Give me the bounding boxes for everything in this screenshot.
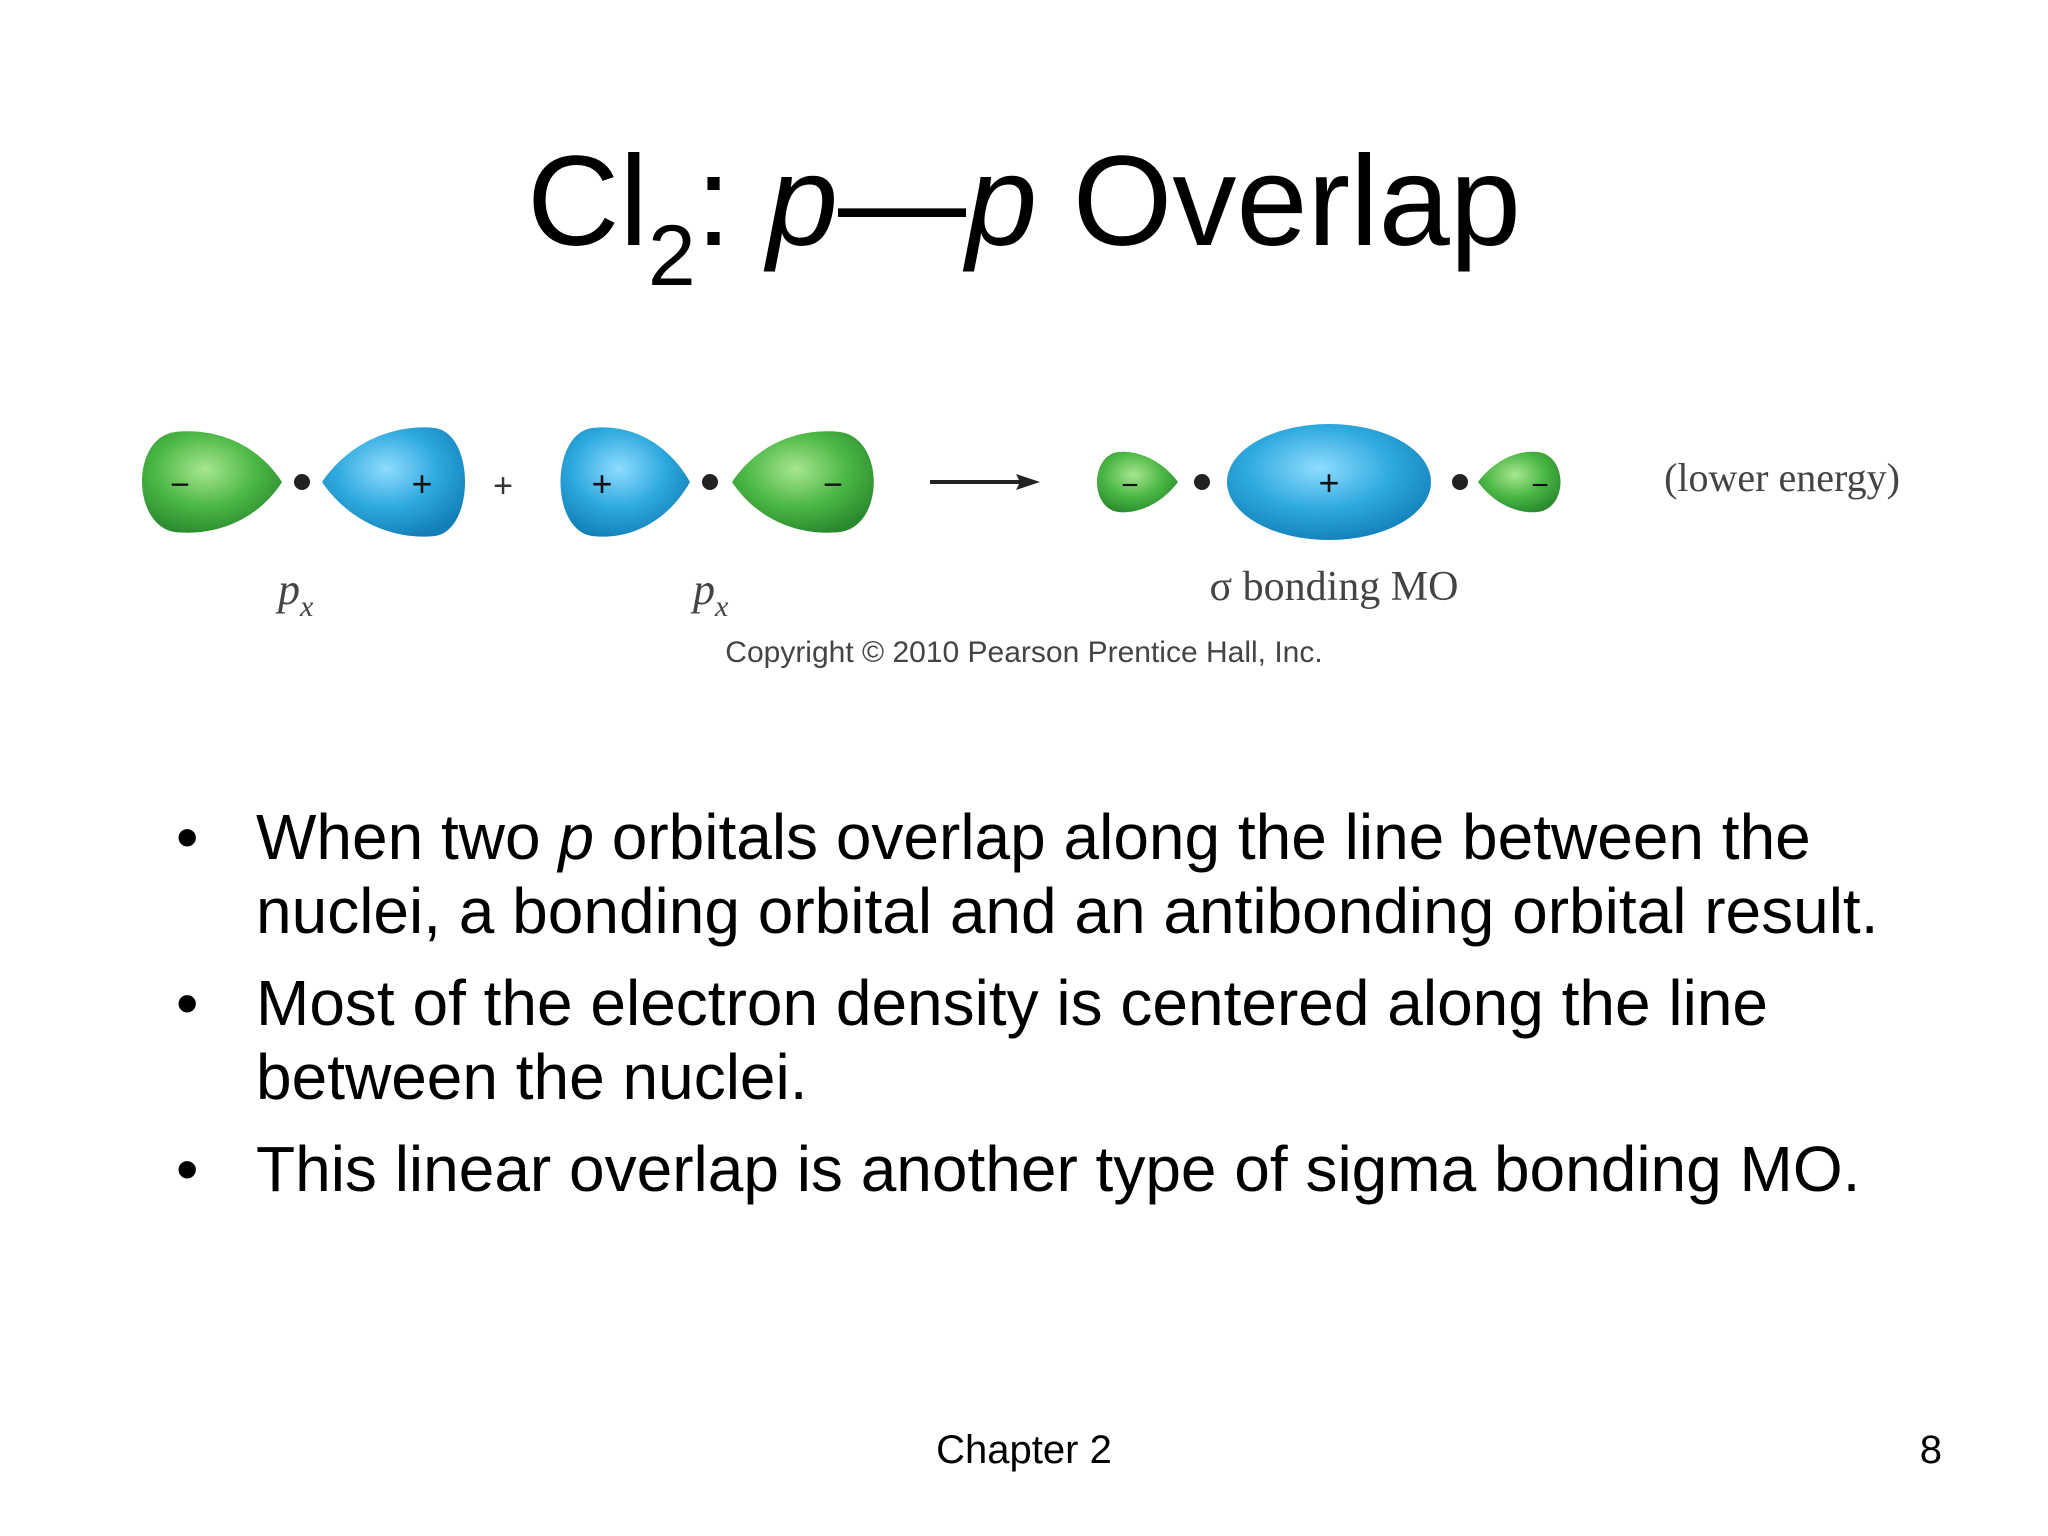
footer-chapter: Chapter 2 xyxy=(936,1428,1112,1472)
px-label-1: $p_x$ xyxy=(278,565,314,623)
bullet-marker: • xyxy=(176,967,199,1039)
mo-plus-center: + xyxy=(1318,462,1340,503)
plus-sign-1: + xyxy=(411,463,433,504)
arrow-icon xyxy=(930,474,1040,490)
lobe-negative-2 xyxy=(732,431,874,532)
mo-minus-left: − xyxy=(1121,469,1139,502)
plus-operator: + xyxy=(493,467,513,505)
sigma-bonding-label: σ bonding MO xyxy=(1209,564,1459,610)
title-subscript: 2 xyxy=(647,208,696,304)
bullet-item-3: • This linear overlap is another type of sigma bonding MO. xyxy=(176,1133,1861,1205)
lobe-positive-2 xyxy=(561,427,691,536)
title-dash: — xyxy=(838,130,967,273)
mo-nucleus-left xyxy=(1194,474,1210,490)
copyright-notice: Copyright © 2010 Pearson Prentice Hall, Inc. xyxy=(725,636,1323,669)
mo-nucleus-right xyxy=(1452,474,1468,490)
lobe-negative-1 xyxy=(142,431,282,532)
title-colon: : xyxy=(695,130,732,273)
mo-minus-right: − xyxy=(1531,469,1549,502)
title-p1: p xyxy=(766,130,839,273)
bullet-item-1: • When two p orbitals overlap along the line between the nuclei, a bonding orbital and an antibonding orbital result. xyxy=(176,801,1879,947)
orbital-overlap-diagram xyxy=(0,0,2048,720)
nucleus-2 xyxy=(702,474,718,490)
minus-sign-1: − xyxy=(170,466,190,504)
title-rest: Overlap xyxy=(1072,130,1521,273)
plus-sign-2: + xyxy=(591,463,613,504)
minus-sign-2: − xyxy=(823,466,843,504)
title-p2: p xyxy=(966,130,1038,273)
energy-label: (lower energy) xyxy=(1664,455,1900,500)
bullet-list xyxy=(170,800,1930,1224)
px-label-2: $p_x$ xyxy=(693,565,729,623)
bullet-item-2: • Most of the electron density is centered along the line between the nuclei. xyxy=(176,967,1768,1113)
bullet-marker: • xyxy=(176,801,199,873)
nucleus-1 xyxy=(294,474,310,490)
bullet-marker: • xyxy=(176,1133,199,1205)
lobe-positive-1 xyxy=(322,427,465,536)
title-prefix: Cl xyxy=(527,130,648,273)
page-number: 8 xyxy=(1919,1428,1942,1472)
